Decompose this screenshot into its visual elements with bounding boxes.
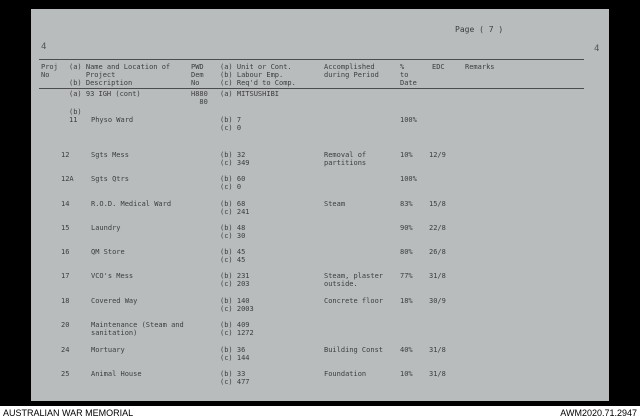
header-remarks: Remarks — [465, 63, 495, 71]
header-unit: (a) Unit or Cont. (b) Labour Emp. (c) Req'd to Comp. — [220, 63, 296, 87]
cell-edc: 31/8 — [429, 346, 446, 354]
cell-acc: Steam, plaster outside. — [324, 272, 384, 288]
cell-acc: Steam — [324, 200, 346, 208]
footer-left: AUSTRALIAN WAR MEMORIAL — [3, 408, 134, 418]
cell-edc: 31/8 — [429, 370, 446, 378]
cell-desc: Physo Ward — [91, 116, 134, 124]
cell-no: 24 — [61, 346, 70, 354]
cell-pct: 100% — [400, 175, 417, 183]
cell-unit: (b) 409 (c) 1272 — [220, 321, 254, 337]
cell-desc: Maintenance (Steam and sanitation) — [91, 321, 184, 337]
cell-desc: R.O.D. Medical Ward — [91, 200, 172, 208]
cell-pct: 90% — [400, 224, 413, 232]
cell-unit: (b) 32 (c) 349 — [220, 151, 250, 167]
cell-desc: Sgts Qtrs — [91, 175, 129, 183]
cell-unit: (b) 231 (c) 203 — [220, 272, 250, 288]
cell-desc: Laundry — [91, 224, 121, 232]
archive-footer — [0, 406, 640, 420]
cell-acc: Concrete floor — [324, 297, 384, 305]
cell-no: 12A — [61, 175, 74, 183]
header-edc: EDC — [432, 63, 445, 71]
first-row-project: (a) 93 IGH (cont) — [69, 90, 141, 98]
cell-acc: Building Const — [324, 346, 384, 354]
cell-desc: Mortuary — [91, 346, 125, 354]
cell-no: 25 — [61, 370, 70, 378]
margin-mark-right: 4 — [594, 44, 600, 54]
header-pwd-dem: PWD Dem No — [191, 63, 204, 87]
cell-unit: (b) 36 (c) 144 — [220, 346, 250, 362]
first-row-dem: H880 80 — [191, 90, 208, 106]
cell-desc: Covered Way — [91, 297, 138, 305]
header-proj-no: Proj No — [41, 63, 58, 79]
cell-desc: VCO's Mess — [91, 272, 134, 280]
cell-edc: 30/9 — [429, 297, 446, 305]
cell-desc: QM Store — [91, 248, 125, 256]
cell-edc: 22/8 — [429, 224, 446, 232]
cell-pct: 77% — [400, 272, 413, 280]
cell-unit: (b) 48 (c) 30 — [220, 224, 246, 240]
cell-edc: 12/9 — [429, 151, 446, 159]
cell-unit: (b) 60 (c) 0 — [220, 175, 246, 191]
cell-pct: 10% — [400, 151, 413, 159]
cell-no: (b) 11 — [69, 108, 82, 124]
cell-unit: (b) 45 (c) 45 — [220, 248, 246, 264]
header-location: (a) Name and Location of Project (b) Description — [69, 63, 171, 87]
cell-pct: 10% — [400, 370, 413, 378]
first-row-unit: (a) MITSUSHIBI — [220, 90, 280, 98]
cell-pct: 18% — [400, 297, 413, 305]
cell-unit: (b) 140 (c) 2003 — [220, 297, 254, 313]
header-bottom-rule — [39, 88, 584, 89]
cell-no: 12 — [61, 151, 70, 159]
cell-no: 16 — [61, 248, 70, 256]
margin-mark-left: 4 — [41, 42, 47, 52]
page-number: Page ( 7 ) — [455, 25, 504, 34]
cell-pct: 80% — [400, 248, 413, 256]
cell-pct: 40% — [400, 346, 413, 354]
cell-edc: 15/8 — [429, 200, 446, 208]
header-accomplished: Accomplished during Period — [324, 63, 379, 79]
cell-no: 20 — [61, 321, 70, 329]
cell-acc: Removal of partitions — [324, 151, 367, 167]
cell-unit: (b) 7 (c) 0 — [220, 116, 242, 132]
header-top-rule — [39, 59, 584, 60]
cell-desc: Animal House — [91, 370, 142, 378]
cell-pct: 83% — [400, 200, 413, 208]
cell-edc: 31/8 — [429, 272, 446, 280]
header-pct: % to Date — [400, 63, 417, 87]
cell-pct: 100% — [400, 116, 417, 124]
cell-unit: (b) 68 (c) 241 — [220, 200, 250, 216]
cell-no: 14 — [61, 200, 70, 208]
cell-edc: 26/8 — [429, 248, 446, 256]
footer-right: AWM2020.71.2947 — [560, 408, 637, 418]
cell-no: 17 — [61, 272, 70, 280]
document-page — [31, 9, 609, 401]
cell-desc: Sgts Mess — [91, 151, 129, 159]
cell-unit: (b) 33 (c) 477 — [220, 370, 250, 386]
cell-no: 15 — [61, 224, 70, 232]
cell-acc: Foundation — [324, 370, 367, 378]
cell-no: 18 — [61, 297, 70, 305]
